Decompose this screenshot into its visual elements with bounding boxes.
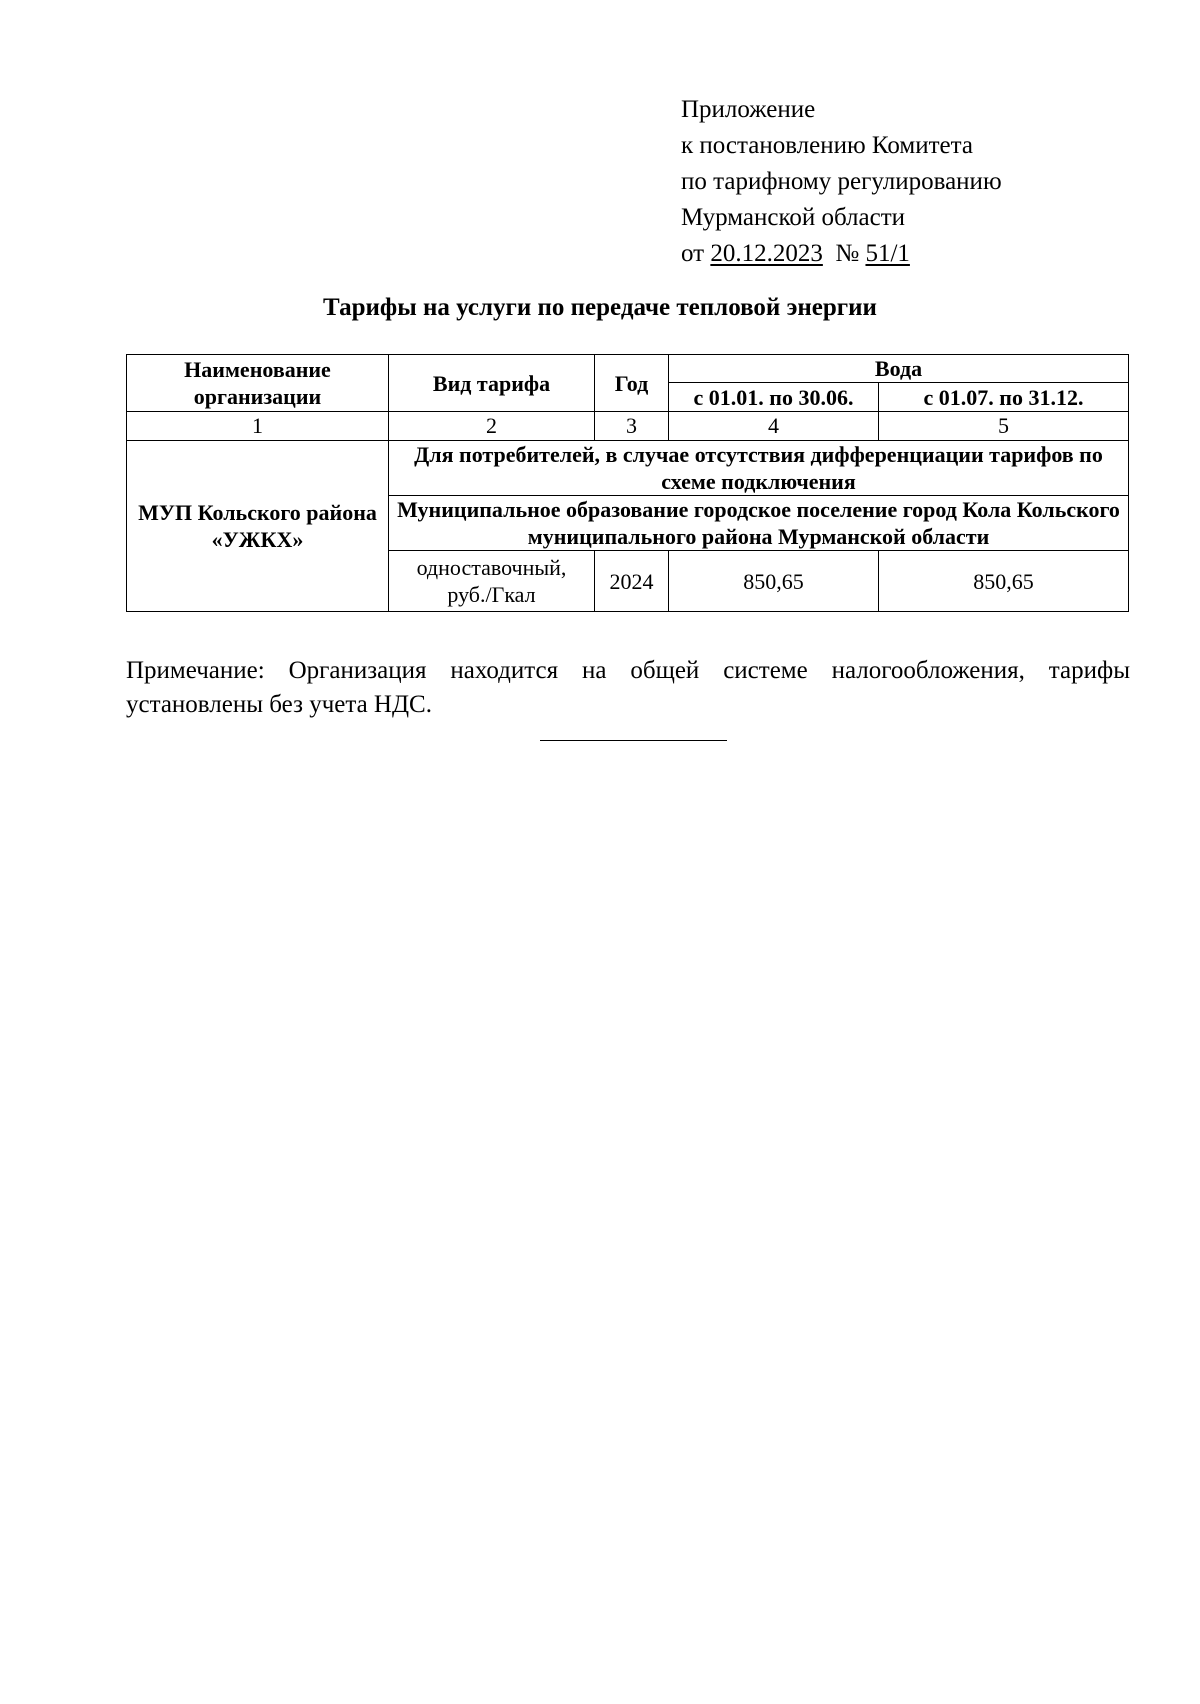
column-numbers-row — [127, 412, 1129, 441]
column-number: 2 — [389, 412, 595, 441]
header-organization: Наименование организации — [127, 355, 389, 412]
header-period-2: с 01.07. по 31.12. — [879, 383, 1129, 412]
header-period-1: с 01.01. по 30.06. — [669, 383, 879, 412]
municipality: Муниципальное образование городское поселение город Кола Кольского муниципального района Мурманской области — [389, 496, 1129, 551]
tariff-type-cell: одноставочный, руб./Гкал — [389, 551, 595, 612]
column-number: 4 — [669, 412, 879, 441]
column-number: 5 — [879, 412, 1129, 441]
date-prefix: от — [681, 240, 711, 267]
column-number: 1 — [127, 412, 389, 441]
header-year: Год — [595, 355, 669, 412]
year-cell: 2024 — [595, 551, 669, 612]
appendix-line-2: к постановлению Комитета — [681, 132, 973, 159]
resolution-date: 20.12.2023 — [710, 240, 823, 267]
appendix-header — [681, 92, 1121, 272]
tariffs-table — [126, 354, 1129, 612]
consumer-group-row — [127, 441, 1129, 496]
appendix-date-line — [681, 236, 1121, 272]
organization-name: МУП Кольского района «УЖКХ» — [127, 441, 389, 612]
consumer-group: Для потребителей, в случае отсутствия дифференциации тарифов по схеме подключения — [389, 441, 1129, 496]
resolution-number: 51/1 — [865, 240, 910, 267]
document-title: Тарифы на услуги по передаче тепловой энергии — [323, 294, 877, 321]
number-prefix: № — [835, 240, 866, 267]
header-row-1 — [127, 355, 1129, 383]
tax-note: Примечание: Организация находится на общей системе налогообложения, тарифы установлены без учета НДС. — [126, 657, 1130, 718]
header-tariff-type: Вид тарифа — [389, 355, 595, 412]
appendix-line-4: Мурманской области — [681, 204, 906, 231]
header-water-group: Вода — [669, 355, 1129, 383]
end-divider — [540, 740, 727, 741]
appendix-line-1: Приложение — [681, 96, 816, 123]
column-number: 3 — [595, 412, 669, 441]
appendix-line-3: по тарифному регулированию — [681, 168, 1002, 195]
period-2-value: 850,65 — [879, 551, 1129, 612]
period-1-value: 850,65 — [669, 551, 879, 612]
